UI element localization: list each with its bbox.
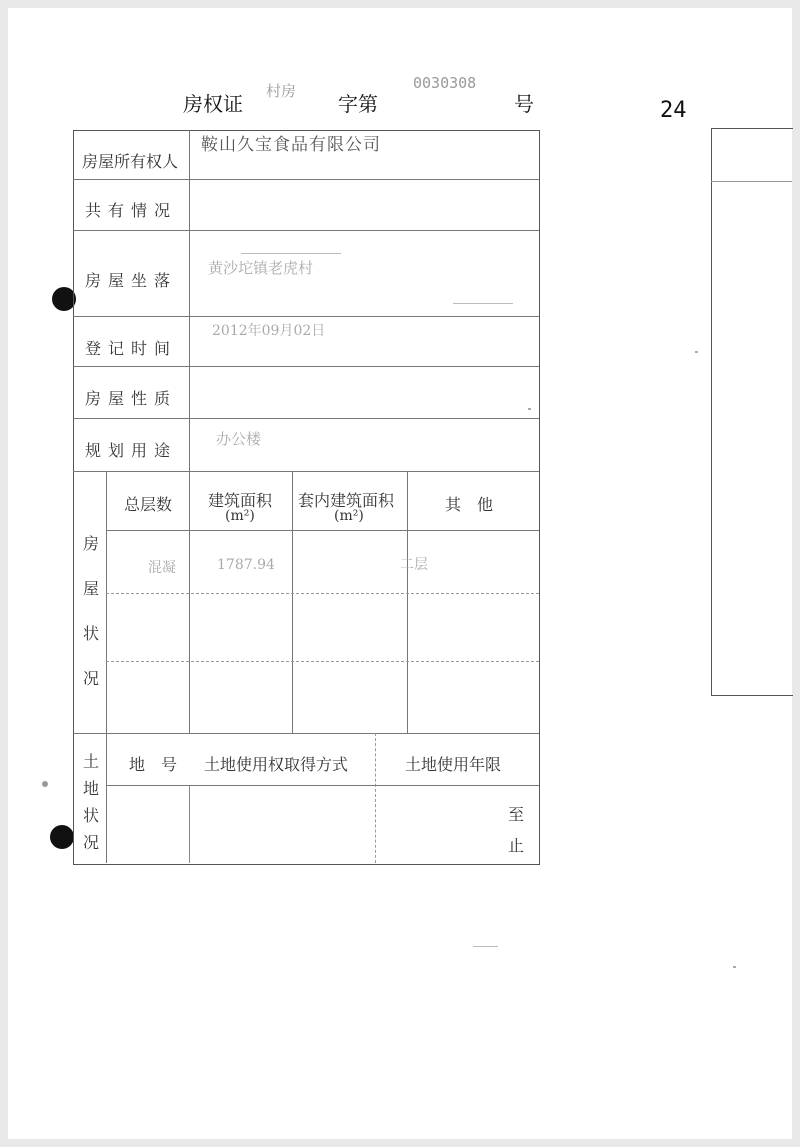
land-status-char: 地 bbox=[83, 779, 100, 798]
row-divider bbox=[73, 366, 539, 367]
house-status-char: 屋 bbox=[83, 579, 100, 598]
row-divider bbox=[73, 179, 539, 180]
building-area-unit: (m²) bbox=[225, 508, 255, 524]
column-divider bbox=[292, 471, 293, 733]
building-area-header: 建筑面积 bbox=[208, 491, 273, 510]
reg-time-label: 登记时间 bbox=[85, 339, 178, 358]
scan-speck bbox=[733, 966, 736, 968]
column-divider bbox=[189, 471, 190, 733]
other-value: 二层 bbox=[400, 557, 428, 573]
handwritten-prefix: 村房 bbox=[266, 82, 297, 100]
cert-label: 房权证 bbox=[183, 92, 243, 116]
land-status-char: 土 bbox=[83, 752, 100, 771]
column-divider bbox=[407, 471, 408, 733]
column-divider-dashed bbox=[375, 733, 376, 863]
nature-label: 房屋性质 bbox=[85, 389, 178, 408]
adjacent-page-divider bbox=[711, 181, 792, 182]
column-divider bbox=[189, 786, 190, 863]
punch-hole-bottom bbox=[50, 825, 74, 849]
row-divider-dashed bbox=[106, 593, 539, 594]
label-column-divider bbox=[189, 130, 190, 471]
header-row-divider bbox=[106, 785, 539, 786]
co-owner-label: 共有情况 bbox=[85, 201, 178, 220]
floors-value: 混凝 bbox=[148, 560, 176, 576]
adjacent-page-box bbox=[711, 128, 793, 696]
scan-dash bbox=[453, 303, 513, 304]
building-area-value: 1787.94 bbox=[217, 557, 275, 573]
location-label: 房屋坐落 bbox=[85, 271, 178, 290]
reg-time-value: 2012年09月02日 bbox=[212, 323, 326, 339]
inner-area-header: 套内建筑面积 bbox=[298, 491, 395, 510]
other-header: 其 他 bbox=[445, 495, 494, 514]
owner-label: 房屋所有权人 bbox=[82, 152, 179, 171]
scan-dash bbox=[241, 253, 341, 254]
house-status-char: 状 bbox=[83, 624, 100, 643]
term-to-label: 止 bbox=[508, 836, 525, 855]
row-divider-dashed bbox=[106, 661, 539, 662]
floors-header: 总层数 bbox=[124, 495, 173, 514]
house-status-char: 房 bbox=[83, 534, 100, 553]
inner-area-unit: (m²) bbox=[334, 508, 364, 524]
document-page bbox=[8, 8, 792, 1139]
cert-number: 0030308 bbox=[413, 74, 477, 92]
scan-dash bbox=[473, 946, 498, 947]
acquire-method-header: 土地使用权取得方式 bbox=[204, 755, 349, 774]
section-divider bbox=[73, 733, 539, 734]
owner-value: 鞍山久宝食品有限公司 bbox=[201, 135, 381, 155]
page-number: 24 bbox=[660, 98, 687, 123]
use-term-header: 土地使用年限 bbox=[405, 755, 502, 774]
row-divider bbox=[73, 230, 539, 231]
zi-di-label: 字第 bbox=[338, 92, 378, 116]
row-divider bbox=[73, 418, 539, 419]
land-status-char: 况 bbox=[83, 833, 100, 852]
usage-label: 规划用途 bbox=[85, 441, 178, 460]
scan-speck bbox=[42, 781, 48, 787]
lot-no-header: 地 号 bbox=[129, 755, 178, 774]
row-divider bbox=[73, 471, 539, 472]
header-row-divider bbox=[106, 530, 539, 531]
location-value: 黄沙坨镇老虎村 bbox=[208, 259, 314, 277]
hao-label: 号 bbox=[514, 92, 534, 116]
row-divider bbox=[73, 316, 539, 317]
land-status-char: 状 bbox=[83, 806, 100, 825]
scan-speck bbox=[695, 351, 698, 353]
house-status-char: 况 bbox=[83, 669, 100, 688]
term-from-label: 至 bbox=[508, 805, 525, 824]
usage-value: 办公楼 bbox=[216, 430, 262, 448]
